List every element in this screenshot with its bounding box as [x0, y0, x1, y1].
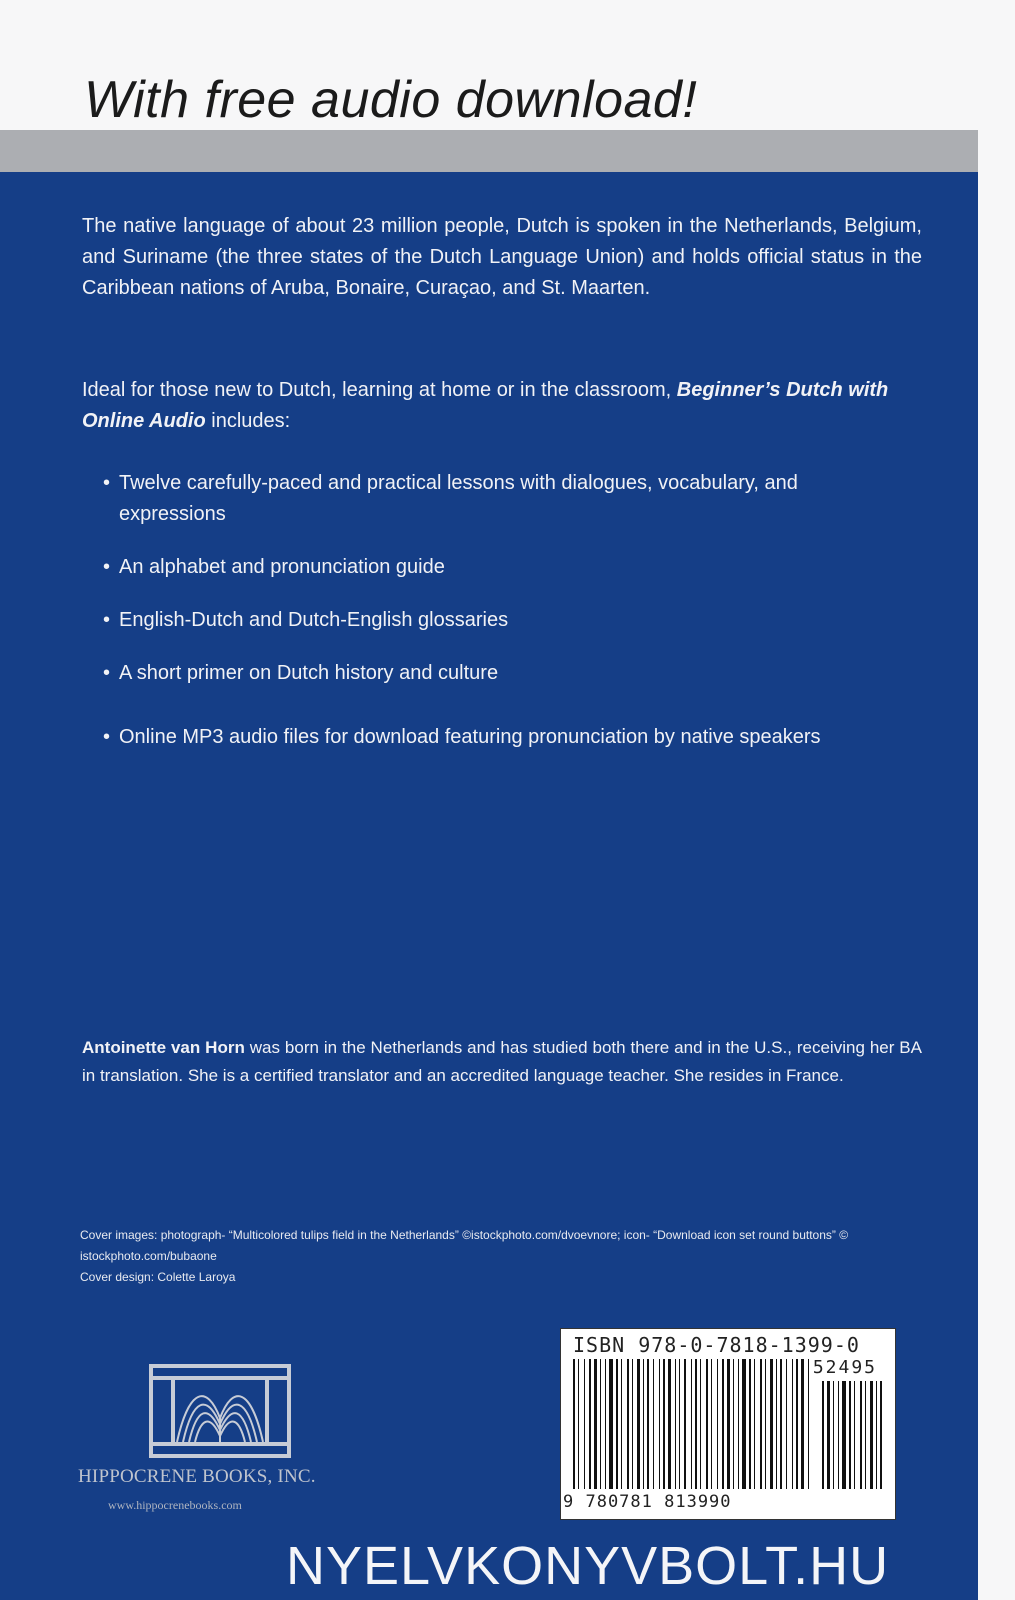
hippocrene-logo-icon: [145, 1358, 295, 1462]
barcode: [560, 1328, 896, 1520]
store-watermark: NYELVKONYVBOLT.HU: [286, 1536, 890, 1596]
list-item: • Online MP3 audio files for download featuring pronunciation by native speakers: [103, 722, 823, 753]
lead-paragraph: [82, 375, 922, 437]
design-credit: Cover design: Colette Laroya: [80, 1270, 236, 1284]
author-bio: [82, 1034, 922, 1090]
publisher-website: www.hippocrenebooks.com: [108, 1498, 242, 1512]
isbn-number: ISBN 978-0-7818-1399-0: [573, 1333, 860, 1357]
list-item: • A short primer on Dutch history and culture: [103, 658, 823, 689]
gray-header-band: [0, 130, 978, 172]
book-title: Beginner’s Dutch with Online Audio: [82, 379, 889, 432]
author-bio-text: was born in the Netherlands and has studied both there and in the U.S., receiving her BA in translation. She is a certified translator and an accredited language teacher. She resides in France.: [82, 1038, 922, 1085]
list-item: • An alphabet and pronunciation guide: [103, 552, 823, 583]
author-name: Antoinette van Horn: [82, 1038, 245, 1057]
intro-paragraph: The native language of about 23 million people, Dutch is spoken in the Netherlands, Belgium, and Suriname (the three states of the Dutch Language Union) and holds official status in the Caribbean nations of Aruba, Bonaire, Curaçao, and St. Maarten.: [82, 215, 922, 299]
list-item: • Twelve carefully-paced and practical lessons with dialogues, vocabulary, and expressions: [103, 468, 823, 530]
barcode-digits: 9 780781 813990: [563, 1492, 732, 1512]
price-code: 52495: [812, 1357, 877, 1378]
list-item: • English-Dutch and Dutch-English glossaries: [103, 605, 823, 636]
lead-prefix: Ideal for those new to Dutch, learning at home or in the classroom,: [82, 379, 677, 401]
page-edge-strip: [978, 130, 1015, 1600]
cover-credits: [80, 1225, 930, 1288]
headline: With free audio download!: [84, 71, 698, 129]
feature-list: [103, 468, 823, 753]
lead-suffix: includes:: [205, 410, 291, 432]
image-credits: Cover images: photograph- “Multicolored tulips field in the Netherlands” ©istockphoto.com/dvoevnore; icon- “Download icon set round buttons” © istockphoto.com/bubaone: [80, 1228, 849, 1263]
publisher-name: HIPPOCRENE BOOKS, INC.: [78, 1466, 316, 1487]
